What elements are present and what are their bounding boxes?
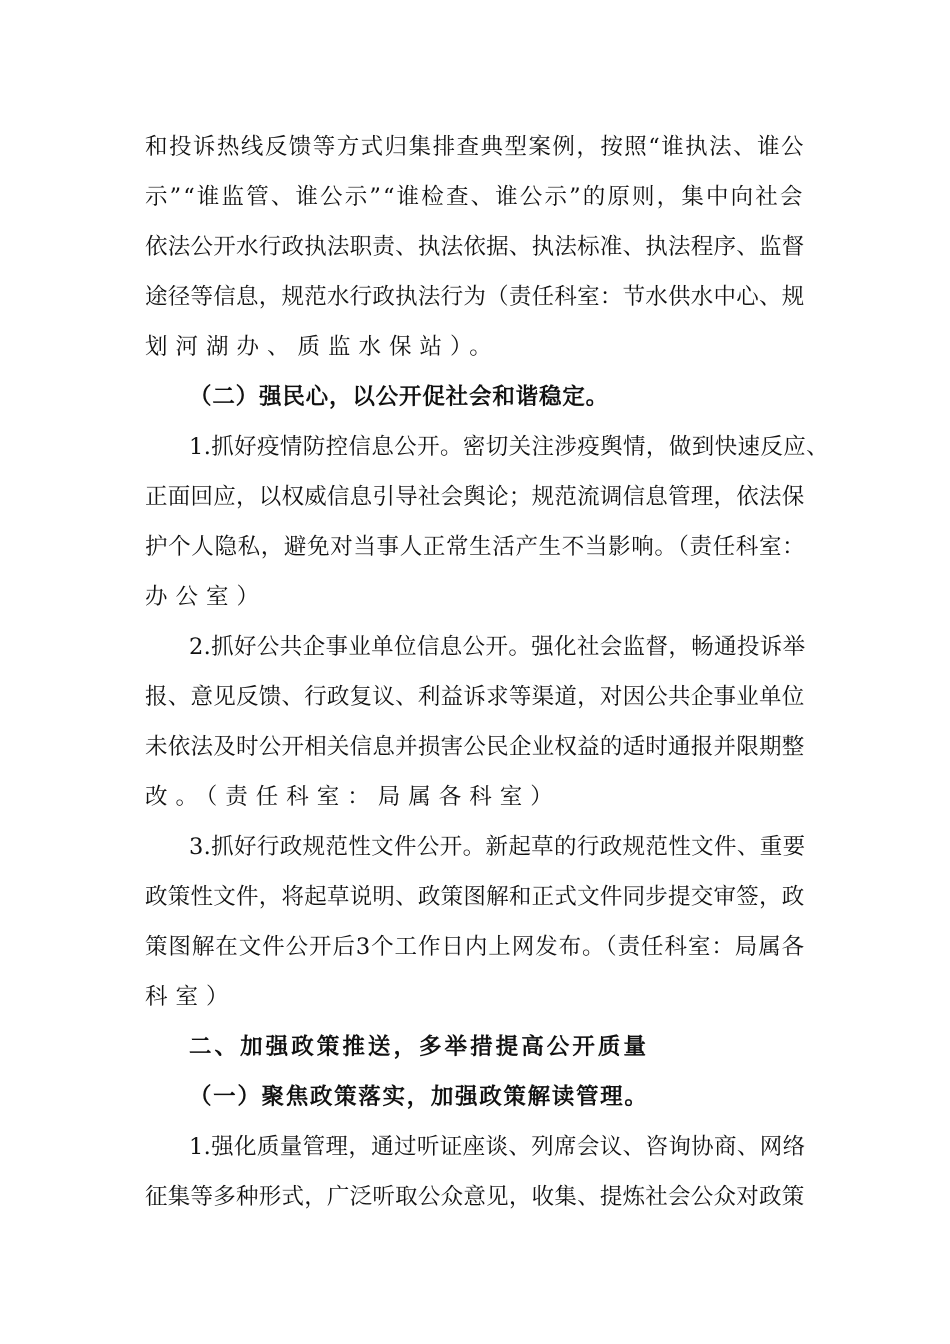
text-line: 示”“谁监管、谁公示”“谁检查、谁公示”的原则，集中向社会 [145,184,805,210]
text-line: 护个人隐私，避免对当事人正常生活产生不当影响。（责任科室： [145,534,805,560]
text-line: 1.强化质量管理，通过听证座谈、列席会议、咨询协商、网络 [189,1134,805,1160]
text-line: 3.抓好行政规范性文件公开。新起草的行政规范性文件、重要 [189,834,805,860]
section-heading: （一）聚焦政策落实，加强政策解读管理。 [189,1084,649,1110]
text-line: 1.抓好疫情防控信息公开。密切关注涉疫舆情，做到快速反应、 [189,434,829,460]
text-line: 和投诉热线反馈等方式归集排查典型案例，按照“谁执法、谁公 [145,134,805,160]
text-line: 政策性文件，将起草说明、政策图解和正式文件同步提交审签，政 [145,884,805,910]
text-line: 途径等信息，规范水行政执法行为（责任科室：节水供水中心、规 [145,284,805,310]
text-line: 征集等多种形式，广泛听取公众意见，收集、提炼社会公众对政策 [145,1184,805,1210]
text-line: 划河湖办、质监水保站）。 [145,334,500,360]
text-line: 报、意见反馈、行政复议、利益诉求等渠道，对因公共企事业单位 [145,684,805,710]
text-line: 改。（责任科室：局属各科室） [145,784,561,810]
section-heading: （二）强民心，以公开促社会和谐稳定。 [189,384,609,410]
text-line: 科室） [145,984,237,1010]
text-line: 策图解在文件公开后3个工作日内上网发布。（责任科室：局属各 [145,934,805,960]
text-line: 未依法及时公开相关信息并损害公民企业权益的适时通报并限期整 [145,734,805,760]
text-line: 依法公开水行政执法职责、执法依据、执法标准、执法程序、监督 [145,234,805,260]
text-line: 2.抓好公共企事业单位信息公开。强化社会监督，畅通投诉举 [189,634,805,660]
text-line: 办公室） [145,584,268,610]
text-line: 正面回应，以权威信息引导社会舆论；规范流调信息管理，依法保 [145,484,805,510]
section-heading: 二、加强政策推送，多举措提高公开质量 [189,1034,649,1060]
